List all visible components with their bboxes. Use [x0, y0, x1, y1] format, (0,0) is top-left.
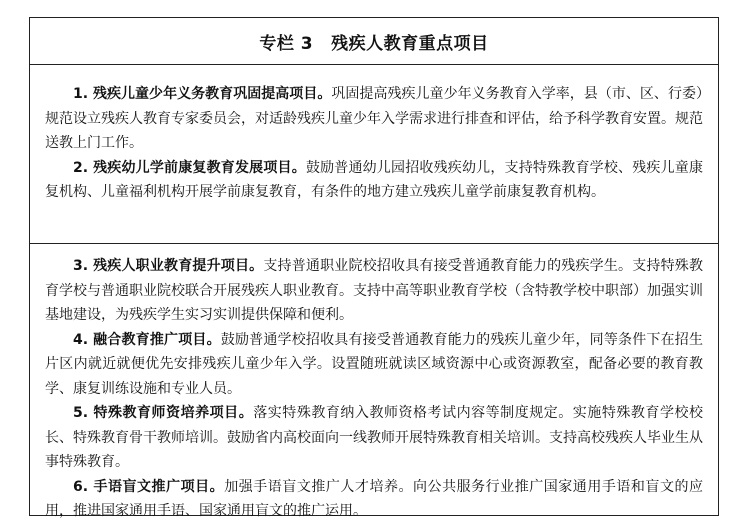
box-title-text: 残疾人教育重点项目 [331, 33, 489, 54]
project-item-heading: 2. 残疾幼儿学前康复教育发展项目。 [73, 159, 306, 176]
project-item-heading: 1. 残疾儿童少年义务教育巩固提高项目。 [73, 86, 332, 102]
project-item-heading: 4. 融合教育推广项目。 [73, 331, 221, 348]
project-item-text: 鼓励普通幼儿园招收残疾幼儿，支持特殊教育学校、残疾儿童康复机构、儿童福利机构开展学前康复教育，有条件的地方建立残疾儿童学前康复教育机构。 [45, 159, 703, 200]
project-item-text: 支持普通职业院校招收具有接受普通教育能力的残疾学生。支持特殊教育学校与普通职业院校联合开展残疾人职业教育。支持中高等职业教育学校（含特教学校中职部）加强实训基地建设，为残疾学生实习实训提供保障和便利。 [45, 258, 703, 323]
section-2 [30, 244, 718, 519]
project-item-text: 落实特殊教育纳入教师资格考试内容等制度规定。实施特殊教育学校校长、特殊教育骨干教师培训。鼓励省内高校面向一线教师开展特殊教育相关培训。支持高校残疾人毕业生从事特殊教育。 [45, 405, 704, 470]
project-item [45, 401, 703, 475]
project-item-text: 鼓励普通学校招收具有接受普通教育能力的残疾儿童少年，同等条件下在招生片区内就近就便优先安排残疾儿童少年入学。设置随班就读区域资源中心或资源教室，配备必要的教育教学、康复训练设施和专业人员。 [45, 331, 703, 397]
project-item-heading: 6. 手语盲文推广项目。 [73, 478, 225, 495]
box-title-number: 专栏 3 [259, 33, 314, 54]
project-item-text: 巩固提高残疾儿童少年义务教育入学率，县（市、区、行委）规范设立残疾人教育专家委员会，对适龄残疾儿童少年入学需求进行排查和评估，给予科学教育安置。规范送教上门工作。 [45, 86, 704, 151]
project-item-text: 加强手语盲文推广人才培养。向公共服务行业推广国家通用手语和盲文的应用，推进国家通用手语、国家通用盲文的推广运用。 [45, 478, 703, 519]
project-item [45, 475, 703, 524]
project-item [45, 82, 703, 156]
project-item-heading: 3. 残疾人职业教育提升项目。 [73, 258, 264, 274]
project-box [29, 17, 719, 519]
project-item [45, 254, 703, 328]
project-item-heading: 5. 特殊教育师资培养项目。 [73, 405, 254, 421]
project-item [45, 328, 703, 402]
box-title [30, 18, 718, 65]
section-1 [30, 64, 718, 244]
project-item [45, 156, 703, 205]
